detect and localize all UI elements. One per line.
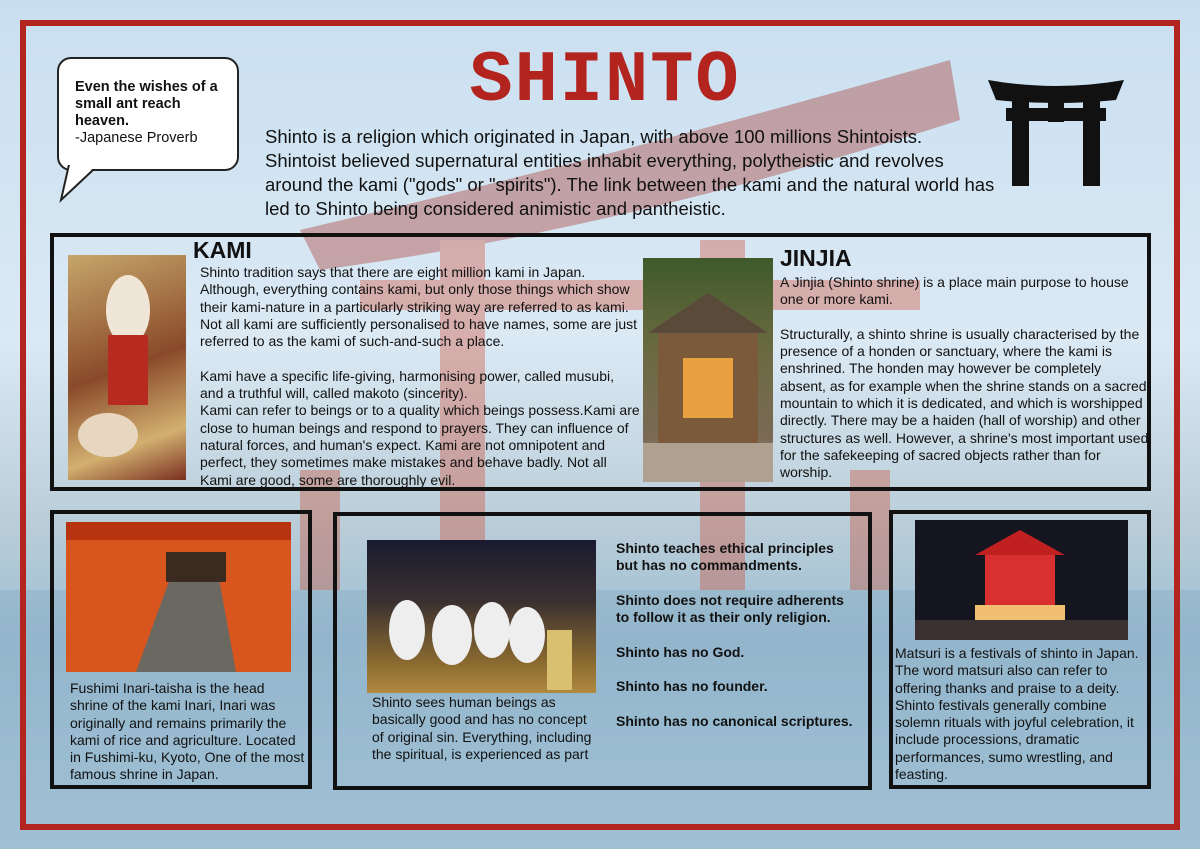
jinjia-paragraph-2: Structurally, a shinto shrine is usually characterised by the presence of a honden or sanctuary, where the kami is enshrined. The honden may however be completely absent, as for example when the shrine stands on a sacred mountain to which it is dedicated, and which is worshipped directly. There may be a haiden (hall of worship) and other structures as well. However, a shrine's most important used for the safekeeping of sacred objects rather than for worship. — [780, 325, 1149, 481]
kami-painting-image — [68, 255, 186, 480]
torii-gate-icon — [988, 78, 1124, 188]
matsuri-festival-image — [915, 520, 1128, 640]
proverb-quote: Even the wishes of a small ant reach heaven. — [75, 79, 218, 129]
fushimi-text: Fushimi Inari-taisha is the head shrine of the kami Inari, Inari was originally and remains primarily the kami of rice and agriculture. Located in Fushimi-ku, Kyoto, One of the most famous shrine in Japan. — [70, 680, 305, 783]
shinto-facts-list — [616, 540, 856, 748]
proverb-source: -Japanese Proverb — [75, 130, 198, 146]
kami-paragraph-3: Kami can refer to beings or to a quality which beings possess.Kami are close to human beings and respond to prayers. They can influence of natural forces, and human's expect. Kami are not omnipotent and perfect, they sometimes make mistakes and behave badly. Not all Kami are good, some are thoroughly evil. — [200, 402, 640, 488]
jinjia-text — [780, 274, 1150, 482]
kami-heading: KAMI — [193, 237, 252, 263]
proverb-speech-bubble — [57, 57, 239, 171]
jinjia-shrine-image — [643, 258, 773, 482]
jinjia-paragraph-1: A Jinjia (Shinto shrine) is a place main purpose to house one or more kami. — [780, 274, 1129, 308]
kami-text — [200, 264, 640, 489]
fact-item: Shinto teaches ethical principles but has no commandments. — [616, 540, 834, 574]
matsuri-text: Matsuri is a festivals of shinto in Japan. The word matsuri also can refer to offering thanks and praise to a deity. Shinto festivals generally combine solemn rituals with joyful celebration, it include processions, dramatic performances, sumo wrestling, and feasting. — [895, 645, 1139, 783]
kami-paragraph-1: Shinto tradition says that there are eight million kami in Japan. Although, everything contains kami, but only those things which show their kami-nature in a particularly striking way are referred to as kami. Not all kami are sufficiently personalised to have names, some are just referred to as the kami of such-and-such a place. — [200, 264, 638, 350]
intro-paragraph: Shinto is a religion which originated in Japan, with above 100 millions Shintoists. Shintoist believed supernatural entities inhabit everything, polytheistic and revolves around the kami ("gods" or "spirits"). The link between the kami and the natural world has led to Shinto being considered animistic and pantheistic. — [265, 126, 995, 219]
jinjia-heading: JINJIA — [780, 245, 852, 271]
fact-item: Shinto does not require adherents to follow it as their only religion. — [616, 591, 844, 626]
ritual-ceremony-image — [367, 540, 596, 693]
speech-bubble-tail — [58, 160, 108, 205]
kami-paragraph-2: Kami have a specific life-giving, harmonising power, called musubi, and a truthful will, called makoto (sincerity). — [200, 367, 614, 402]
page-title: SHINTO — [469, 40, 741, 122]
fact-item: Shinto has no founder. — [616, 678, 768, 695]
fushimi-torii-tunnel-image — [66, 522, 291, 672]
beliefs-text: Shinto sees human beings as basically good and has no concept of original sin. Everything, including the spiritual, is experienced as part — [372, 694, 592, 762]
fact-item: Shinto has no God. — [616, 643, 745, 660]
fact-item: Shinto has no canonical scriptures. — [616, 712, 853, 729]
